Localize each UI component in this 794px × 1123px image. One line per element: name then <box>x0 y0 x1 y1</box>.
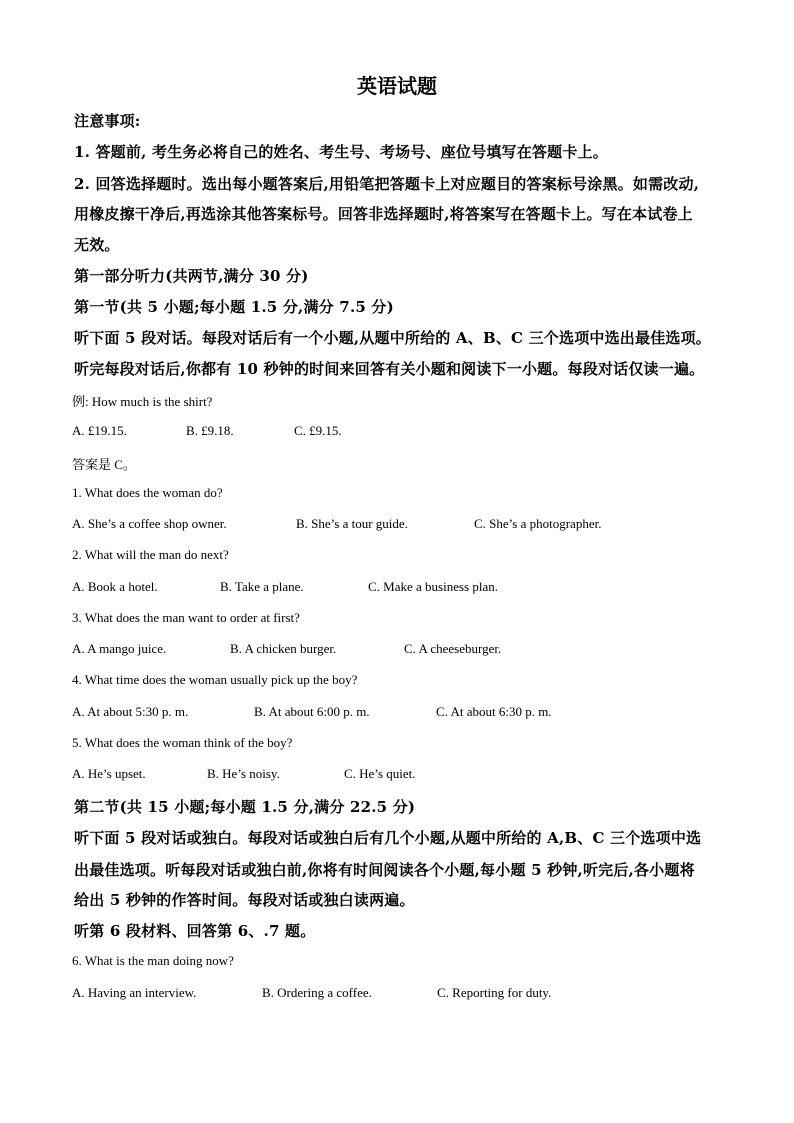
section2-instruction-line-1: 听下面 5 段对话或独白。每段对话或独白后有几个小题,从题中所给的 A,B、C 三个选项中选 <box>74 829 702 847</box>
question-1: 1. What does the woman do? <box>72 485 223 500</box>
example-question: 例: How much is the shirt? <box>72 394 213 409</box>
section2-instruction-line-2: 出最佳选项。听每段对话或独白前,你将有时间阅读各个小题,每小题 5 秒钟,听完后,各小题将 <box>74 861 695 879</box>
question-4-option-a: A. At about 5:30 p. m. <box>72 704 189 719</box>
question-5-option-a: A. He’s upset. <box>72 766 146 781</box>
question-5-option-b: B. He’s noisy. <box>207 766 280 781</box>
material-6-instruction: 听第 6 段材料、回答第 6、.7 题。 <box>74 922 316 940</box>
question-5-option-c: C. He’s quiet. <box>344 766 416 781</box>
question-3-option-b: B. A chicken burger. <box>230 641 337 656</box>
question-6: 6. What is the man doing now? <box>72 953 234 968</box>
question-2-option-c: C. Make a business plan. <box>368 579 498 594</box>
question-1-option-c: C. She’s a photographer. <box>474 516 602 531</box>
section2-heading: 第二节(共 15 小题;每小题 1.5 分,满分 22.5 分) <box>74 798 416 816</box>
question-1-option-b: B. She’s a tour guide. <box>296 516 408 531</box>
section1-heading: 第一节(共 5 小题;每小题 1.5 分,满分 7.5 分) <box>74 298 394 316</box>
question-6-option-b: B. Ordering a coffee. <box>262 985 372 1000</box>
section2-instruction-line-3: 给出 5 秒钟的作答时间。每段对话或独白读两遍。 <box>74 891 415 909</box>
notice-item-2-line-3: 无效。 <box>74 236 120 254</box>
example-option-c: C. £9.15. <box>294 423 342 438</box>
section1-instruction-line-1: 听下面 5 段对话。每段对话后有一个小题,从题中所给的 A、B、C 三个选项中选出最佳选项。 <box>74 329 712 347</box>
question-1-option-a: A. She’s a coffee shop owner. <box>72 516 227 531</box>
question-4: 4. What time does the woman usually pick up the boy? <box>72 672 358 687</box>
question-3-option-a: A. A mango juice. <box>72 641 167 656</box>
question-3: 3. What does the man want to order at first? <box>72 610 300 625</box>
notice-item-2-line-1: 2. 回答选择题时。选出每小题答案后,用铅笔把答题卡上对应题目的答案标号涂黑。如需改动, <box>74 175 700 193</box>
question-2: 2. What will the man do next? <box>72 547 229 562</box>
example-option-b: B. £9.18. <box>186 423 234 438</box>
section1-instruction-line-2: 听完每段对话后,你都有 10 秒钟的时间来回答有关小题和阅读下一小题。每段对话仅读一遍。 <box>74 360 705 378</box>
example-option-a: A. £19.15. <box>72 423 127 438</box>
question-3-option-c: C. A cheeseburger. <box>404 641 502 656</box>
notice-heading: 注意事项: <box>74 112 141 130</box>
notice-item-2-line-2: 用橡皮擦干净后,再选涂其他答案标号。回答非选择题时,将答案写在答题卡上。写在本试卷上 <box>74 205 693 223</box>
notice-item-1: 1. 答题前, 考生务必将自己的姓名、考生号、考场号、座位号填写在答题卡上。 <box>74 143 608 161</box>
question-2-option-b: B. Take a plane. <box>220 579 304 594</box>
question-2-option-a: A. Book a hotel. <box>72 579 158 594</box>
part1-heading: 第一部分听力(共两节,满分 30 分) <box>74 267 309 285</box>
question-6-option-c: C. Reporting for duty. <box>437 985 552 1000</box>
question-4-option-c: C. At about 6:30 p. m. <box>436 704 552 719</box>
page-title: 英语试题 <box>357 74 437 98</box>
question-6-option-a: A. Having an interview. <box>72 985 197 1000</box>
question-4-option-b: B. At about 6:00 p. m. <box>254 704 370 719</box>
example-answer: 答案是 C。 <box>72 457 136 472</box>
question-5: 5. What does the woman think of the boy? <box>72 735 293 750</box>
